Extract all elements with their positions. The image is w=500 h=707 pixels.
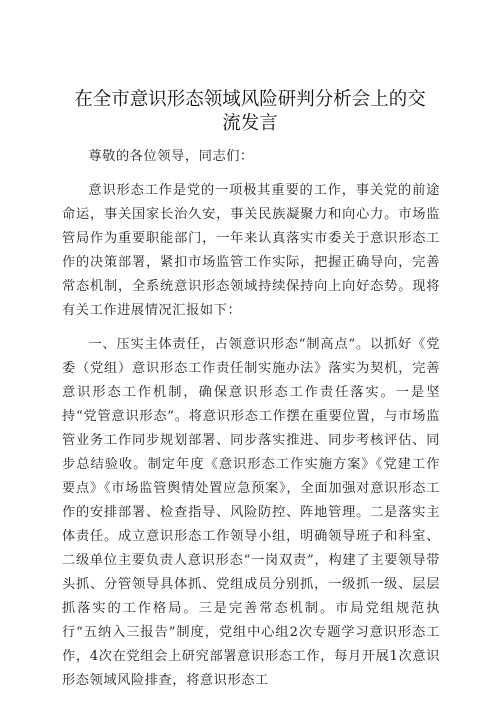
paragraph-intro: 意识形态工作是党的一项极其重要的工作，事关党的前途命运，事关国家长治久安，事关民族凝聚力和向心力。市场监管局作为重要职能部门，一年来认真落实市委关于意识形态工作的决策部署，紧扣市场监管工作实际，把握正确导向，完善常态机制，全系统意识形态领域持续保持向上向好态势。现将有关工作进展情况汇报如下： xyxy=(62,183,440,318)
document-title: 在全市意识形态领域风险研判分析会上的交流发言 xyxy=(74,89,426,134)
salutation: 尊敬的各位领导，同志们： xyxy=(88,149,254,164)
document-body xyxy=(62,145,440,703)
paragraph-section-1: 一、压实主体责任，占领意识形态“制高点”。以抓好《党委（党组）意识形态工作责任制实施办法》落实为契机，完善意识形态工作机制，确保意识形态工作责任落实。一是坚持“党管意识形态”。将意识形态工作摆在重要位置，与市场监管业务工作同步规划部署、同步落实推进、同步考核评估、同步总结验收。制定年度《意识形态工作实施方案》《党建工作要点》《市场监管舆情处置应急预案》，全面加强对意识形态工作的安排部署、检查指导、风险防控、阵地管理。二是落实主体责任。成立意识形态工作领导小组，明确领导班子和科室、二级单位主要负责人意识形态“一岗双责”，构建了主要领导带头抓、分管领导具体抓、党组成员分别抓，一级抓一级、层层抓落实的工作格局。三是完善常态机制。市局党组规范执行“五纳入三报告”制度，党组中心组2次专题学习意识形态工作，4次在党组会上研究部署意识形态工作，每月开展1次意识形态领域风险排查，将意识形态工 xyxy=(62,337,440,688)
